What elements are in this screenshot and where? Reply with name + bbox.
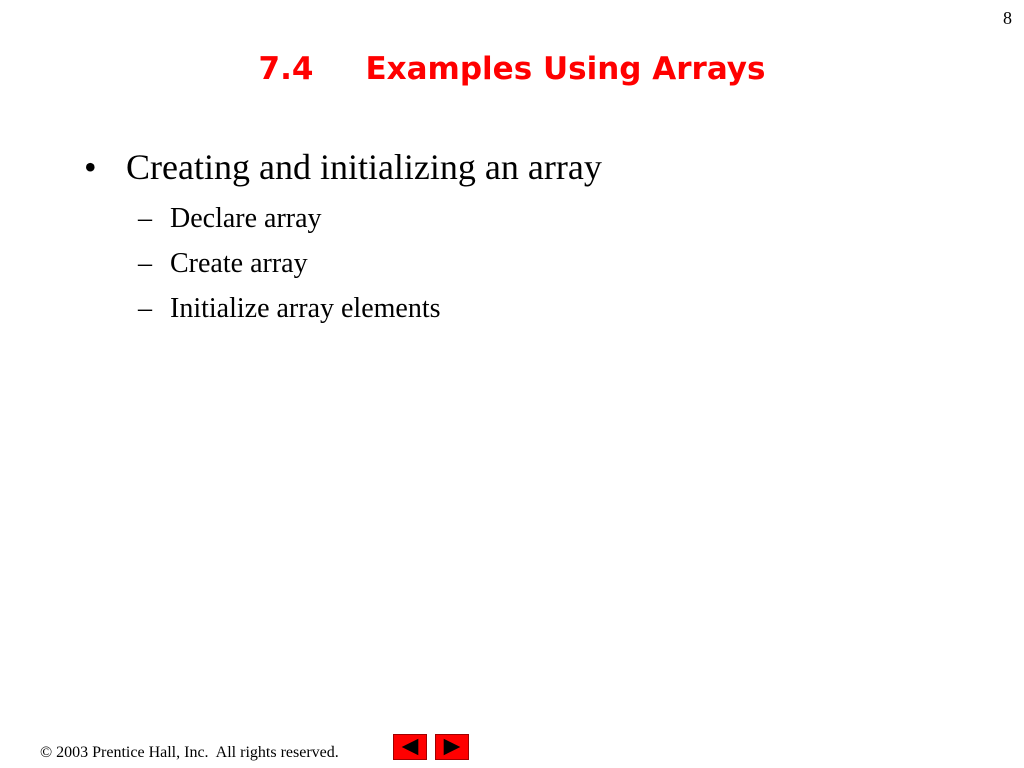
sub-item (138, 286, 984, 331)
triangle-right-icon (436, 735, 468, 759)
slide-content (84, 142, 984, 331)
bullet-marker: • (84, 147, 97, 187)
sub-item-marker: – (138, 293, 152, 324)
copyright-footer (40, 742, 339, 764)
copyright-text: 2003 Prentice Hall, Inc. All rights reserved. (56, 744, 339, 761)
sub-item-marker: – (138, 203, 152, 234)
triangle-left-icon (394, 735, 426, 759)
page-number: 8 (1003, 8, 1012, 28)
sub-item-text: Create array (170, 248, 308, 279)
sub-item-text: Declare array (170, 203, 322, 234)
title-section-number: 7.4 (258, 51, 314, 87)
sub-item (138, 241, 984, 286)
sub-item-marker: – (138, 248, 152, 279)
previous-slide-button[interactable] (393, 734, 427, 760)
next-slide-button[interactable] (435, 734, 469, 760)
bullet-item (84, 142, 984, 192)
sub-item-text: Initialize array elements (170, 293, 441, 324)
title-text: Examples Using Arrays (365, 51, 766, 87)
copyright-symbol: © (40, 744, 53, 761)
slide-title (0, 48, 1024, 90)
sub-item (138, 196, 984, 241)
bullet-text: Creating and initializing an array (126, 147, 602, 187)
